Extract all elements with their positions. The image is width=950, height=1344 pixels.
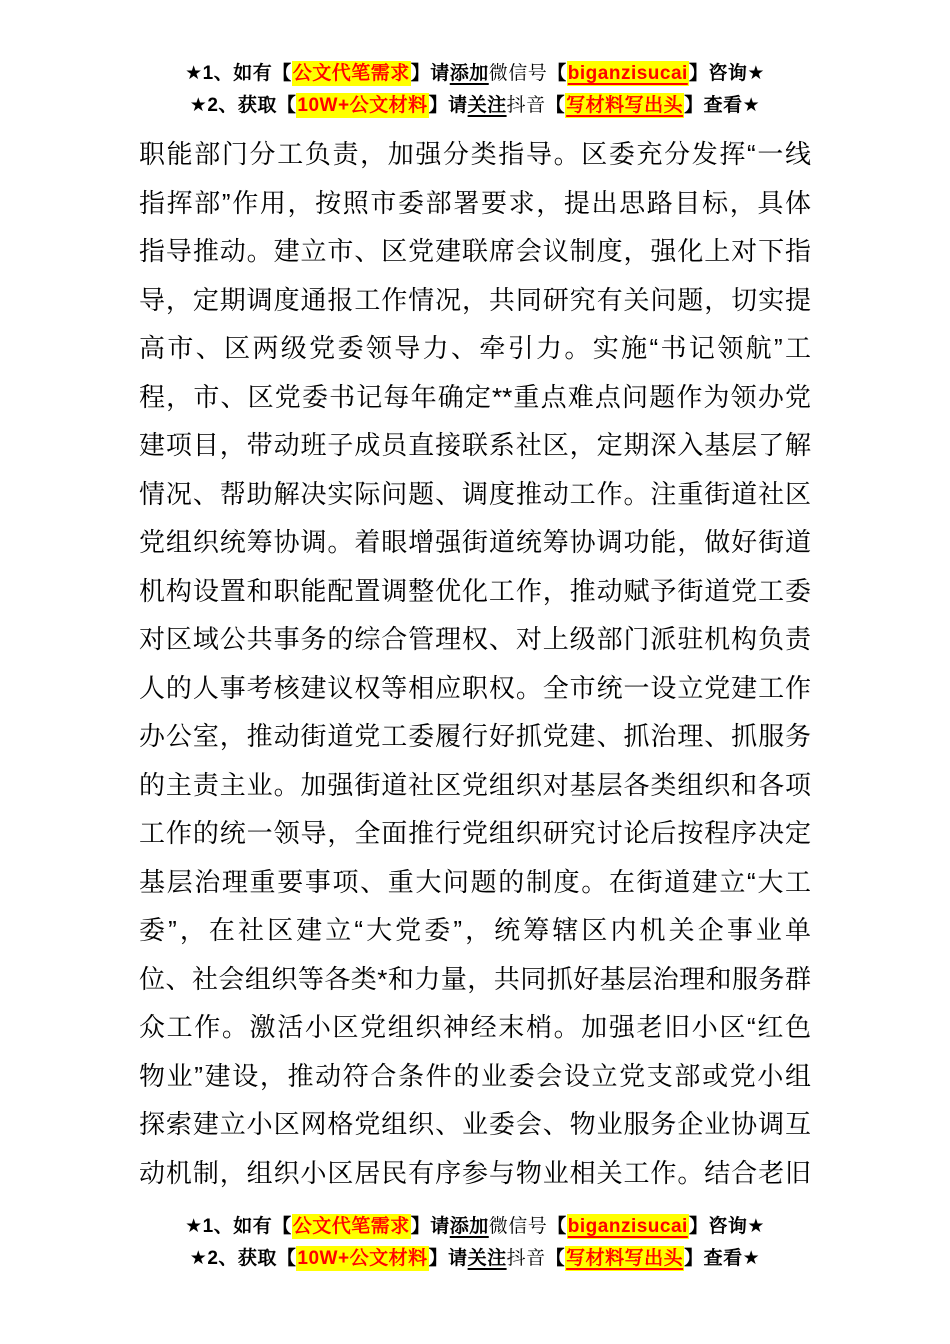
open-bracket: 【 [545,1248,566,1269]
body-text-line: 动机制，组织小区居民有序参与物业相关工作。结合老旧 [139,1157,811,1188]
channel-name: 抖音 [506,95,546,116]
body-text-line: 指导推动。建立市、区党建联席会议制度，强化上对下指 [139,236,811,266]
header-notice-line-1 [0,58,950,90]
footer-notice [0,1197,950,1275]
service-keyword-highlight: 公文代笔需求 [292,1216,410,1237]
material-keyword-highlight: 10W+公文材料 [297,95,428,116]
material-keyword-highlight: 10W+公文材料 [297,1248,428,1269]
body-text-line: 位、社会组织等各类*和力量，共同抓好基层治理和服务群 [139,963,811,994]
notice-suffix: 】查看★ [684,1248,761,1269]
notice-text: 】请 [410,1216,450,1237]
body-text-line: 机构设置和职能配置调整优化工作，推动赋予街道党工委 [139,575,811,606]
body-text-line: 对区域公共事务的综合管理权、对上级部门派驻机构负责 [139,624,811,654]
channel-name: 微信号 [488,1216,548,1237]
douyin-name-highlight: 写材料写出头 [566,1248,684,1269]
open-bracket: 【 [547,63,567,84]
header-notice [0,0,950,122]
body-text-line: 探索建立小区网格党组织、业委会、物业服务企业协调互 [139,1109,811,1139]
wechat-id-highlight: biganzisucai [567,1216,688,1237]
open-bracket: 【 [545,95,566,116]
body-text-line: 指挥部”作用，按照市委部署要求，提出思路目标，具体 [139,187,811,218]
body-text-line: 的主责主业。加强街道社区党组织对基层各类组织和各项 [139,769,811,800]
notice-suffix: 】咨询★ [688,63,765,84]
wechat-id-highlight: biganzisucai [567,63,688,84]
notice-text: 】请 [428,95,468,116]
body-text-line: 导，定期调度通报工作情况，共同研究有关问题，切实提 [139,284,811,315]
notice-prefix: ★1、如有【 [185,1216,292,1237]
notice-prefix: ★2、获取【 [189,95,297,116]
channel-name: 微信号 [488,63,548,84]
action-word-underlined: 关注 [467,95,507,116]
action-word-underlined: 添加 [449,1216,489,1237]
open-bracket: 【 [547,1216,567,1237]
douyin-name-highlight: 写材料写出头 [566,95,684,116]
body-text-line: 办公室，推动街道党工委履行好抓党建、抓治理、抓服务 [139,721,811,751]
body-text-line: 职能部门分工负责，加强分类指导。区委充分发挥“一线 [139,139,811,169]
notice-prefix: ★2、获取【 [189,1248,297,1269]
channel-name: 抖音 [506,1248,546,1269]
footer-notice-line-1 [0,1211,950,1243]
notice-prefix: ★1、如有【 [185,63,292,84]
notice-text: 】请 [410,63,450,84]
service-keyword-highlight: 公文代笔需求 [292,63,410,84]
action-word-underlined: 添加 [449,63,489,84]
body-text-line: 物业”建设，推动符合条件的业委会设立党支部或党小组 [139,1060,811,1091]
notice-text: 】请 [428,1248,468,1269]
header-notice-line-2 [0,90,950,122]
document-body [139,130,811,1197]
body-text-line: 基层治理重要事项、重大问题的制度。在街道建立“大工 [139,866,811,897]
body-text-line: 党组织统筹协调。着眼增强街道统筹协调功能，做好街道 [139,527,811,557]
body-text-line: 情况、帮助解决实际问题、调度推动工作。注重街道社区 [139,478,811,509]
body-text-line: 工作的统一领导，全面推行党组织研究讨论后按程序决定 [139,818,811,848]
notice-suffix: 】查看★ [684,95,761,116]
body-text-line: 建项目，带动班子成员直接联系社区，定期深入基层了解 [139,430,811,460]
body-text-line: 人的人事考核建议权等相应职权。全市统一设立党建工作 [139,672,811,703]
footer-notice-line-2 [0,1243,950,1275]
body-text-line: 众工作。激活小区党组织神经末梢。加强老旧小区“红色 [139,1012,811,1042]
notice-suffix: 】咨询★ [688,1216,765,1237]
body-text-line: 委”，在社区建立“大党委”，统筹辖区内机关企事业单 [139,915,811,945]
action-word-underlined: 关注 [467,1248,507,1269]
body-text-line: 高市、区两级党委领导力、牵引力。实施“书记领航”工 [139,333,811,363]
body-text-line: 程，市、区党委书记每年确定**重点难点问题作为领办党 [139,381,811,412]
